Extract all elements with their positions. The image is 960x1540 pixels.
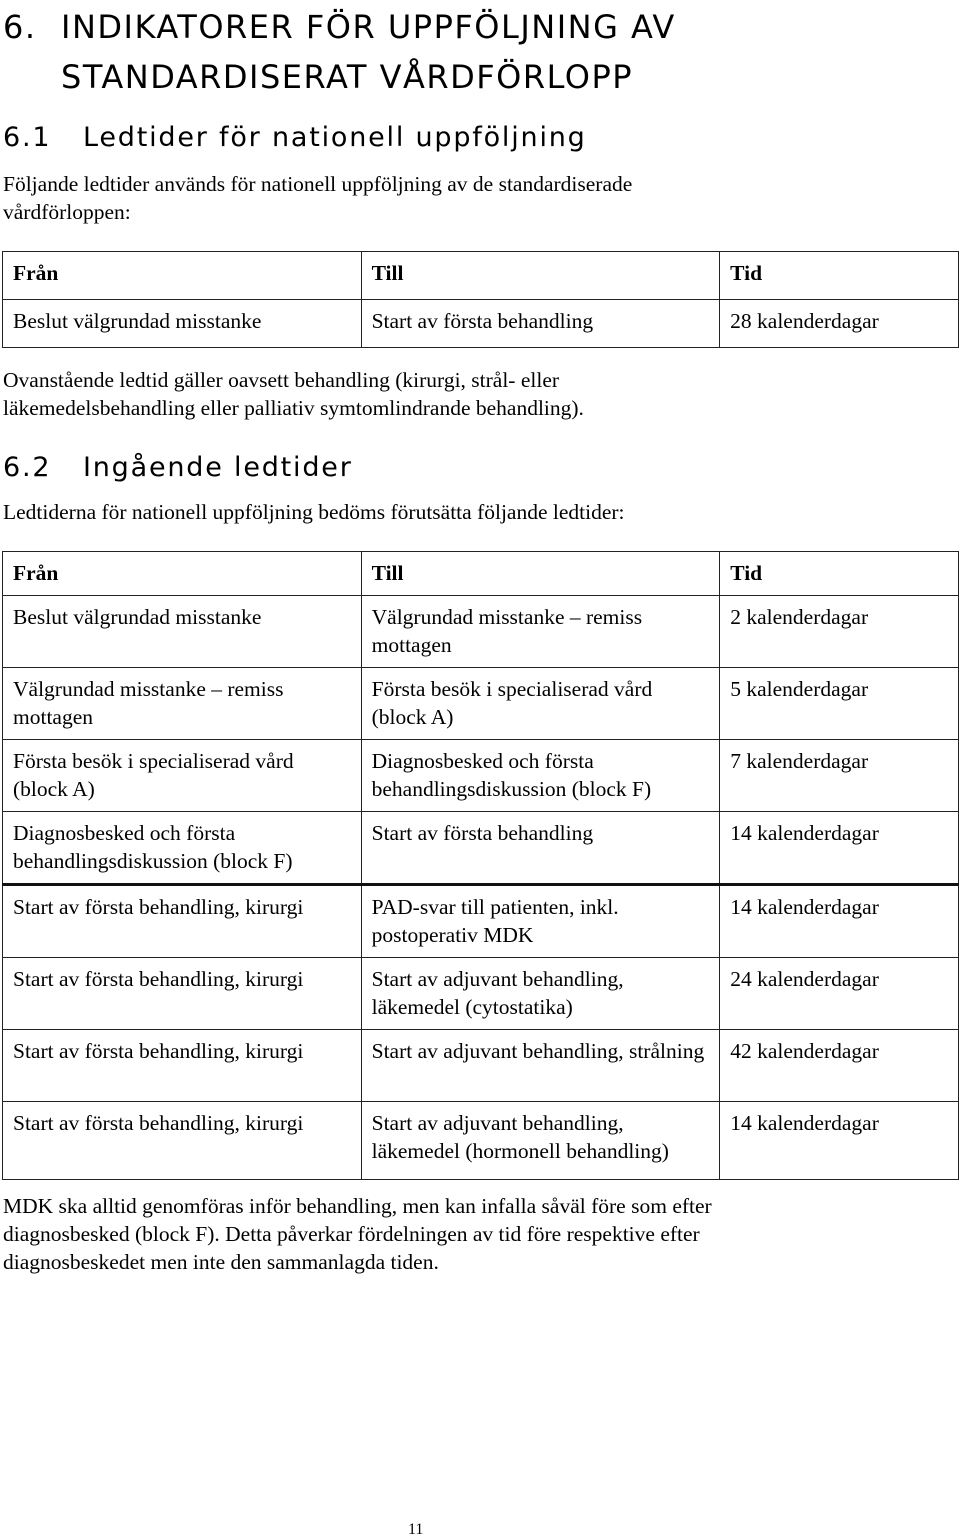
table-row	[3, 740, 959, 812]
header-to: Till	[361, 552, 720, 596]
cell-to: Start av första behandling	[361, 300, 720, 348]
page-number: 11	[408, 1521, 424, 1538]
national-lead-time-table	[2, 251, 959, 348]
section-6-heading	[3, 2, 676, 102]
cell-time: 42 kalenderdagar	[720, 1030, 959, 1102]
section-6-1-note: Ovanstående ledtid gäller oavsett behandling (kirurgi, strål- eller läkemedelsbehandling eller palliativ symtomlindrande behandling).	[3, 368, 584, 420]
cell-to: Start av adjuvant behandling, läkemedel (cytostatika)	[361, 958, 720, 1030]
cell-to: Start av adjuvant behandling, läkemedel (hormonell behandling)	[361, 1102, 720, 1180]
section-6-2-title: Ingående ledtider	[83, 452, 353, 483]
cell-time: 5 kalenderdagar	[720, 668, 959, 740]
cell-from: Start av första behandling, kirurgi	[3, 885, 362, 958]
section-6-2-note: MDK ska alltid genomföras inför behandling, men kan infalla såväl före som efter diagnosbesked (block F). Detta påverkar fördelningen av tid före respektive efter diagnosbeskedet men inte den sammanlagda tiden.	[3, 1194, 712, 1274]
cell-from: Välgrundad misstanke – remiss mottagen	[3, 668, 362, 740]
table-row	[3, 885, 959, 958]
section-6-1-title: Ledtider för nationell uppföljning	[83, 122, 587, 153]
cell-time: 2 kalenderdagar	[720, 596, 959, 668]
table-row	[3, 812, 959, 885]
table-row	[3, 1030, 959, 1102]
header-to: Till	[361, 252, 720, 300]
table-header-row	[3, 552, 959, 596]
table-row	[3, 300, 959, 348]
cell-from: Start av första behandling, kirurgi	[3, 958, 362, 1030]
header-from: Från	[3, 252, 362, 300]
cell-from: Diagnosbesked och första behandlingsdiskussion (block F)	[3, 812, 362, 885]
table-header-row	[3, 252, 959, 300]
section-6-1-intro: Följande ledtider används för nationell uppföljning av de standardiserade vårdförloppen:	[3, 172, 633, 224]
table-row	[3, 958, 959, 1030]
cell-to: Start av adjuvant behandling, strålning	[361, 1030, 720, 1102]
cell-from: Beslut välgrundad misstanke	[3, 300, 362, 348]
cell-time: 14 kalenderdagar	[720, 1102, 959, 1180]
cell-to: PAD-svar till patienten, inkl. postoperativ MDK	[361, 885, 720, 958]
cell-time: 14 kalenderdagar	[720, 812, 959, 885]
header-time: Tid	[720, 252, 959, 300]
component-lead-time-table	[2, 551, 959, 1180]
table-row	[3, 596, 959, 668]
table-row	[3, 1102, 959, 1180]
cell-to: Välgrundad misstanke – remiss mottagen	[361, 596, 720, 668]
header-from: Från	[3, 552, 362, 596]
section-6-title-line2: STANDARDISERAT VÅRDFÖRLOPP	[61, 58, 634, 96]
table-row	[3, 668, 959, 740]
section-6-2-heading	[3, 451, 353, 485]
cell-to: Diagnosbesked och första behandlingsdiskussion (block F)	[361, 740, 720, 812]
cell-time: 7 kalenderdagar	[720, 740, 959, 812]
header-time: Tid	[720, 552, 959, 596]
cell-from: Start av första behandling, kirurgi	[3, 1030, 362, 1102]
cell-from: Första besök i specialiserad vård (block A)	[3, 740, 362, 812]
cell-to: Första besök i specialiserad vård (block A)	[361, 668, 720, 740]
section-6-1-number: 6.1	[3, 122, 52, 153]
section-6-2-intro: Ledtiderna för nationell uppföljning bedöms förutsätta följande ledtider:	[3, 500, 625, 524]
section-6-1-heading	[3, 121, 587, 155]
cell-from: Beslut välgrundad misstanke	[3, 596, 362, 668]
section-6-title-line1: INDIKATORER FÖR UPPFÖLJNING AV	[61, 8, 676, 46]
cell-time: 28 kalenderdagar	[720, 300, 959, 348]
section-6-2-number: 6.2	[3, 452, 52, 483]
cell-time: 14 kalenderdagar	[720, 885, 959, 958]
cell-to: Start av första behandling	[361, 812, 720, 885]
cell-from: Start av första behandling, kirurgi	[3, 1102, 362, 1180]
section-6-number: 6.	[3, 8, 37, 46]
cell-time: 24 kalenderdagar	[720, 958, 959, 1030]
